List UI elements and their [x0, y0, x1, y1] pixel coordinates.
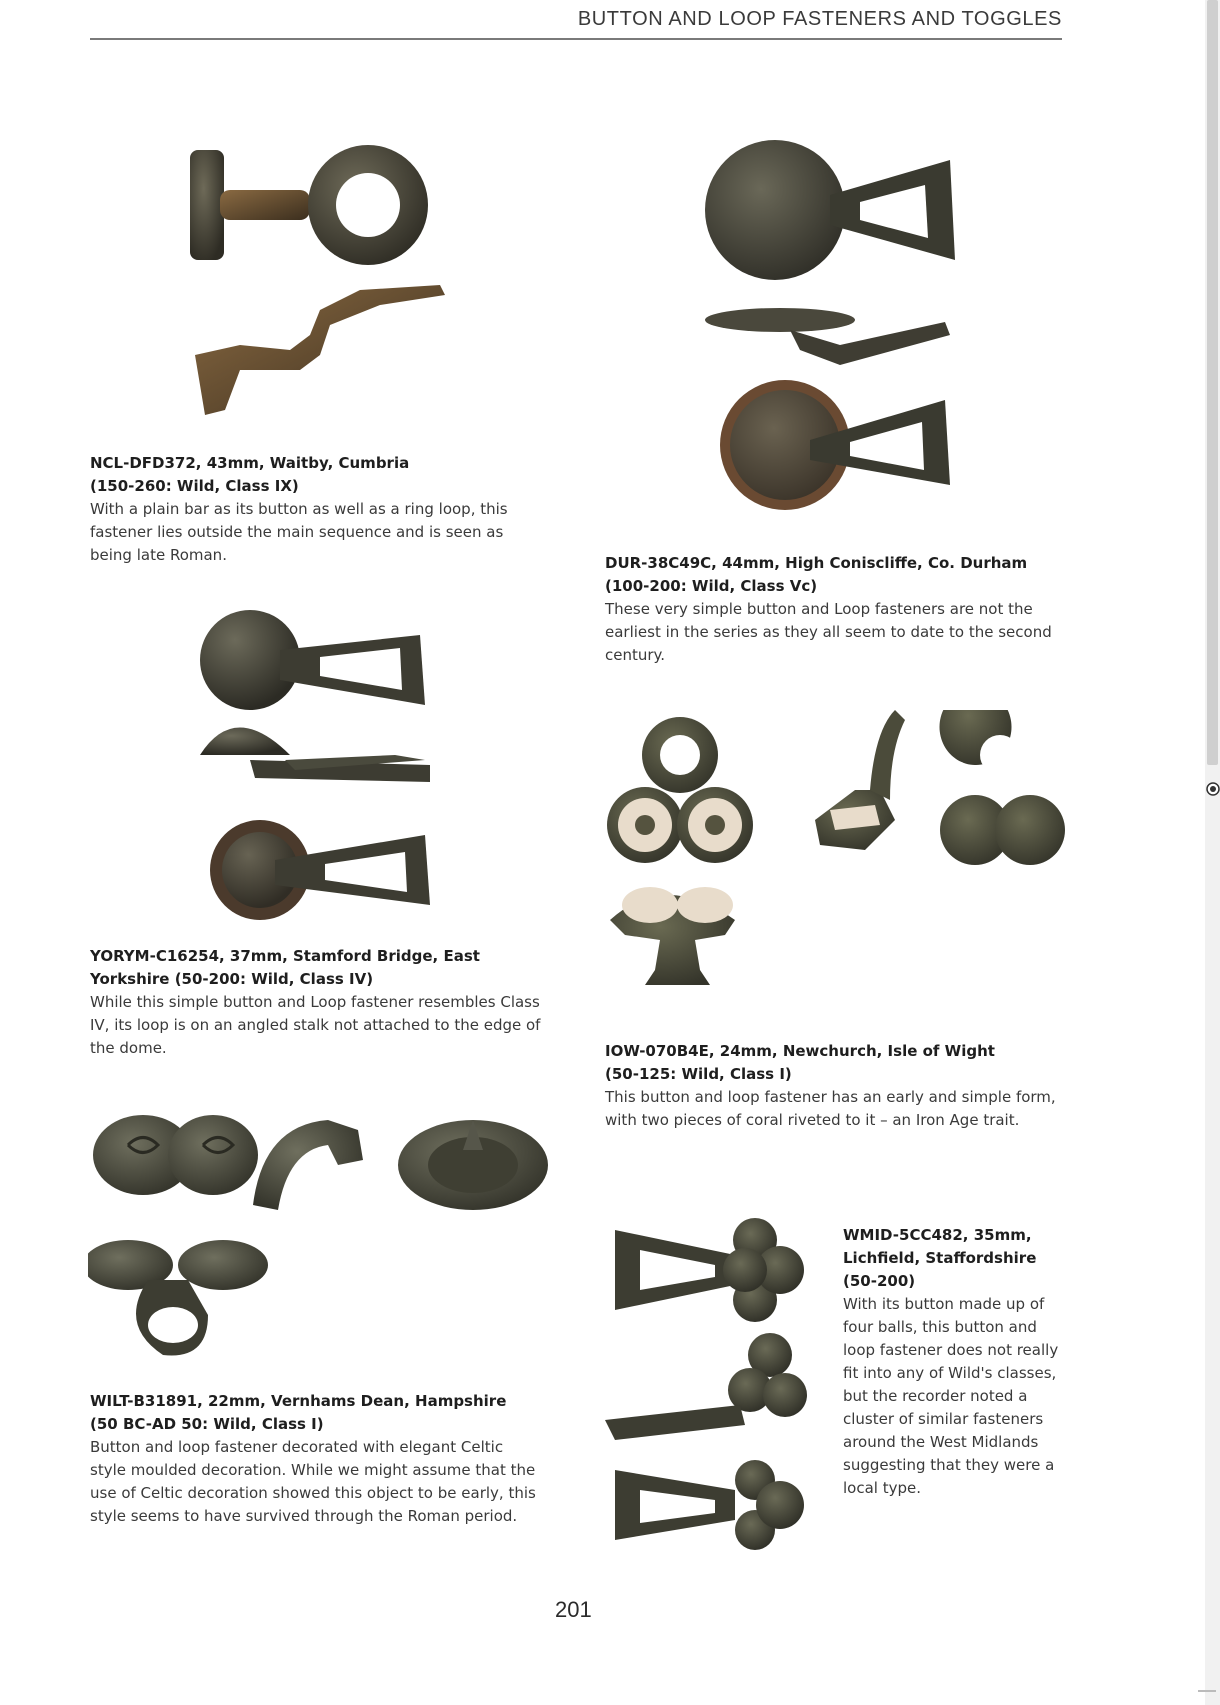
caption-body: This button and loop fastener has an early and simple form, with two pieces of coral riveted to it – an Iron Age trait.	[605, 1088, 1056, 1129]
scrollbar-thumb[interactable]	[1207, 0, 1218, 765]
caption-body: While this simple button and Loop fastener resembles Class IV, its loop is on an angled stalk not attached to the edge of the dome.	[90, 993, 541, 1057]
caption-date: (100-200: Wild, Class Vc)	[605, 577, 818, 595]
scroll-position-icon[interactable]	[1206, 782, 1220, 796]
caption-body: With its button made up of four balls, this button and loop fastener does not really fit into any of Wild's classes, but the recorder noted a cluster of similar fasteners around the West Midlands suggesting that they were a local type.	[843, 1295, 1059, 1497]
page-number: 201	[555, 1597, 592, 1622]
caption-date: (150-260: Wild, Class IX)	[90, 477, 299, 495]
caption-wilt-b31891	[90, 1390, 540, 1528]
corner-mark	[1198, 1690, 1216, 1692]
caption-body: These very simple button and Loop fasteners are not the earliest in the series as they all seem to date to the second century.	[605, 600, 1052, 664]
figure-ncl-dfd372	[180, 130, 470, 440]
caption-yorym-c16254	[90, 945, 550, 1060]
caption-date: (50-125: Wild, Class I)	[605, 1065, 792, 1083]
caption-title: YORYM-C16254, 37mm, Stamford Bridge, East Yorkshire (50-200: Wild, Class IV)	[90, 947, 480, 988]
caption-title: NCL-DFD372, 43mm, Waitby, Cumbria	[90, 454, 410, 472]
caption-title: WILT-B31891, 22mm, Vernhams Dean, Hampshire	[90, 1392, 507, 1410]
caption-title: WMID-5CC482, 35mm, Lichfield, Staffordshire	[843, 1226, 1037, 1267]
figure-wmid-5cc482	[605, 1215, 830, 1555]
figure-iow-070b4e	[605, 710, 1075, 1010]
caption-ncl-dfd372	[90, 452, 540, 567]
running-head: BUTTON AND LOOP FASTENERS AND TOGGLES	[577, 8, 1062, 30]
caption-date: (50-200)	[843, 1272, 916, 1290]
header-rule	[90, 38, 1062, 40]
caption-title: DUR-38C49C, 44mm, High Coniscliffe, Co. Durham	[605, 554, 1028, 572]
figure-dur-38c49c	[700, 130, 980, 530]
caption-body: Button and loop fastener decorated with elegant Celtic style moulded decoration. While we might assume that the use of Celtic decoration showed this object to be early, this style seems to have survived through the Roman period.	[90, 1438, 536, 1525]
caption-iow-070b4e	[605, 1040, 1075, 1132]
caption-dur-38c49c	[605, 552, 1075, 667]
caption-body: With a plain bar as its button as well as a ring loop, this fastener lies outside the main sequence and is seen as being late Roman.	[90, 500, 508, 564]
caption-wmid-5cc482	[843, 1224, 1068, 1500]
figure-wilt-b31891	[88, 1110, 558, 1370]
caption-date: (50 BC-AD 50: Wild, Class I)	[90, 1415, 324, 1433]
figure-yorym-c16254	[195, 610, 445, 920]
caption-title: IOW-070B4E, 24mm, Newchurch, Isle of Wight	[605, 1042, 995, 1060]
